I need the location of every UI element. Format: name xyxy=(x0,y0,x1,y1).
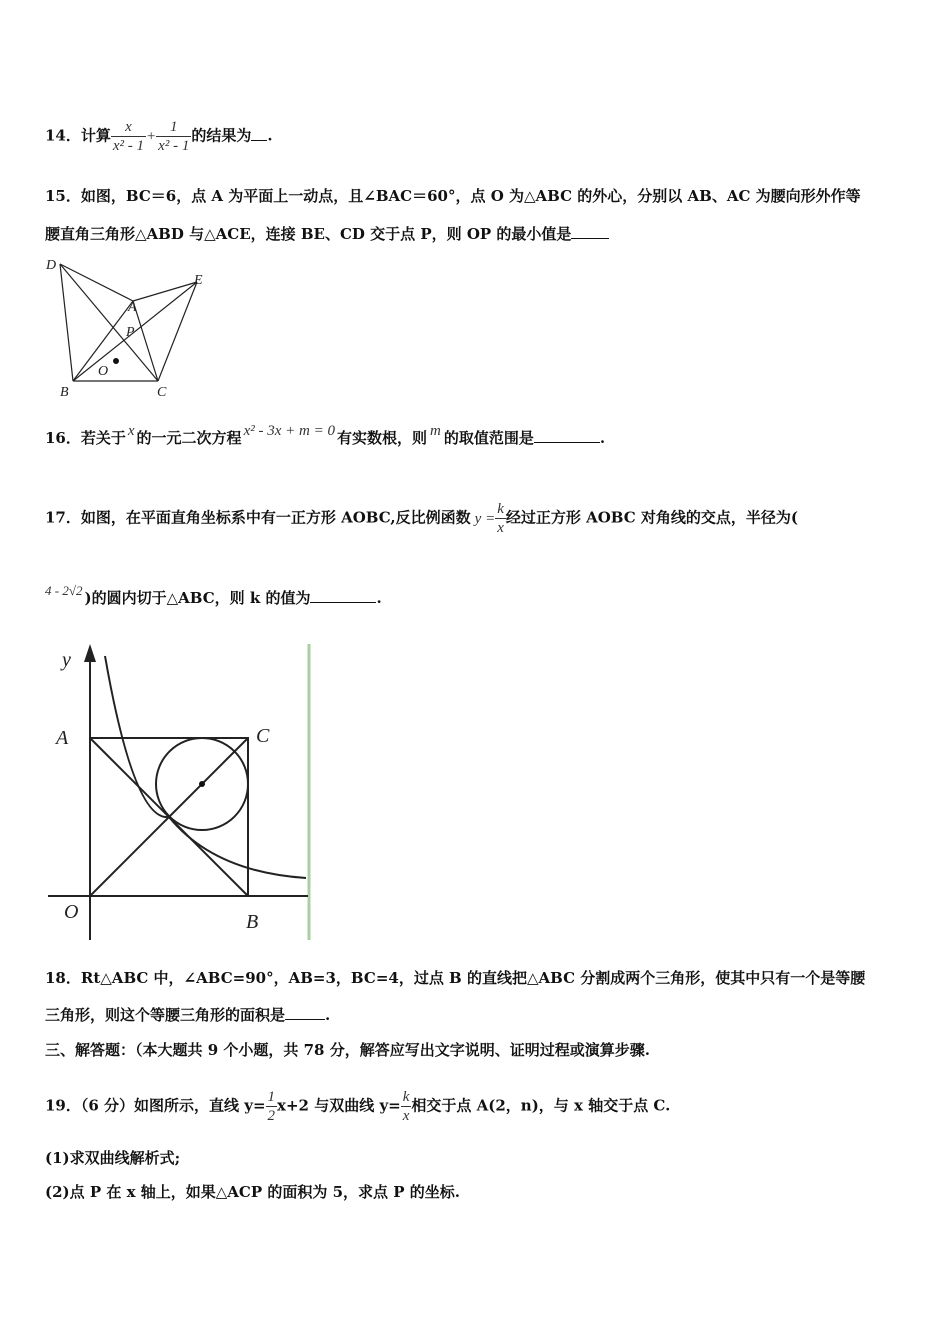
q17-text-2: 经过正方形 AOBC 对角线的交点，半径为( xyxy=(505,508,799,527)
q16-answer-blank xyxy=(534,428,600,443)
q14-answer-blank xyxy=(251,126,267,141)
question-16 xyxy=(45,423,606,449)
q14-fraction-2 xyxy=(156,118,191,155)
q17-line-2 xyxy=(45,583,382,609)
q16-text-4: 的取值范围是 xyxy=(443,429,534,447)
q17-label-B: B xyxy=(246,911,259,933)
q15-segment-AE xyxy=(133,282,197,301)
q19-line-1 xyxy=(45,1088,670,1125)
q15-segment-EB xyxy=(73,282,197,381)
q17-radius: 4 - 2√2 xyxy=(45,583,83,598)
q15-label-O: O xyxy=(98,364,109,379)
q15-segment-DA xyxy=(60,264,133,301)
q14-plus: + xyxy=(146,128,157,145)
q16-text-2: 的一元二次方程 xyxy=(136,429,242,447)
q14-end: . xyxy=(267,126,273,145)
q15-label-P: P xyxy=(126,325,135,340)
q19-text-1: 19．（6 分）如图所示，直线 y= xyxy=(45,1096,266,1115)
q14-suffix: 的结果为 xyxy=(191,126,252,145)
q14-f2-numerator: 1 xyxy=(170,119,178,135)
q15-line-2 xyxy=(45,224,609,244)
q18-line-2-text: 三角形，则这个等腰三角形的面积是 xyxy=(45,1006,286,1024)
q15-label-A: A xyxy=(128,300,137,315)
section-3-heading: 三、解答题：（本大题共 9 个小题，共 78 分，解答应写出文字说明、证明过程或演算步骤. xyxy=(45,1041,650,1059)
q17-answer-blank xyxy=(310,588,376,603)
q15-segment-DB xyxy=(60,264,73,381)
q17-func-lhs: y = xyxy=(474,510,496,527)
q15-label-D: D xyxy=(46,258,57,273)
q17-label-y: y xyxy=(62,649,71,671)
q19-line-slope xyxy=(266,1088,278,1125)
q19-slope-numerator: 1 xyxy=(267,1089,276,1105)
q15-segment-AC xyxy=(133,301,158,381)
q19-text-3: 相交于点 A(2，n)，与 x 轴交于点 C. xyxy=(411,1096,671,1115)
question-14 xyxy=(45,118,273,155)
q15-line-1: 15．如图，BC＝6，点 A 为平面上一动点，且∠BAC＝60°，点 O 为△ABC 的外心，分别以 AB、AC 为腰向形外作等 xyxy=(45,187,861,205)
q14-f1-denominator: x² - 1 xyxy=(112,138,145,154)
q17-circle-center xyxy=(199,781,205,787)
q18-line-2 xyxy=(45,1005,330,1025)
q19-hyperbola-denominator: x xyxy=(402,1108,410,1124)
q16-text-1: 16．若关于 xyxy=(45,429,126,447)
q19-slope-denominator: 2 xyxy=(267,1108,276,1124)
q15-answer-blank xyxy=(571,224,609,239)
q17-text-1: 17．如图，在平面直角坐标系中有一正方形 AOBC,反比例函数 xyxy=(45,508,471,527)
q16-equation: x² - 3x + m = 0 xyxy=(243,423,335,439)
q17-label-C: C xyxy=(256,725,270,747)
q19-text-2: x+2 与双曲线 y= xyxy=(277,1096,401,1115)
q17-line-1 xyxy=(45,500,798,537)
q17-func-numerator: k xyxy=(497,501,504,517)
q19-part-1: (1)求双曲线解析式; xyxy=(45,1149,181,1167)
q18-end: . xyxy=(325,1006,331,1024)
q15-line-2-text: 腰直角三角形△ABD 与△ACE，连接 BE、CD 交于点 P，则 OP 的最小值是 xyxy=(45,225,572,243)
q17-text-3: )的圆内切于△ABC，则 k 的值为 xyxy=(84,589,311,607)
q19-hyperbola-fraction xyxy=(401,1088,412,1125)
q17-hyperbola xyxy=(105,656,306,878)
q15-figure xyxy=(44,254,214,402)
q19-hyperbola-numerator: k xyxy=(402,1089,410,1105)
q15-label-B: B xyxy=(60,385,69,400)
q17-end: . xyxy=(376,589,382,607)
q15-label-C: C xyxy=(157,385,167,400)
q14-prefix: 计算 xyxy=(80,126,111,145)
q17-label-A: A xyxy=(56,727,69,749)
q14-fraction-1 xyxy=(111,118,146,155)
q17-y-axis-arrow xyxy=(84,644,96,662)
q16-end: . xyxy=(599,429,606,447)
q17-func-denominator: x xyxy=(497,520,504,536)
q16-var-x: x xyxy=(127,423,135,439)
q14-f2-denominator: x² - 1 xyxy=(158,138,190,154)
q17-figure xyxy=(44,642,316,944)
q15-point-O xyxy=(113,358,119,364)
q18-answer-blank xyxy=(285,1005,325,1020)
q15-label-E: E xyxy=(194,273,203,288)
q16-var-m: m xyxy=(429,423,441,439)
q16-text-3: 有实数根，则 xyxy=(336,429,427,447)
q17-label-O: O xyxy=(64,901,79,923)
q18-line-1: 18．Rt△ABC 中，∠ABC=90°，AB=3，BC=4，过点 B 的直线把△ABC 分割成两个三角形，使其中只有一个是等腰 xyxy=(45,969,866,987)
q19-part-2: (2)点 P 在 x 轴上，如果△ACP 的面积为 5，求点 P 的坐标. xyxy=(45,1183,460,1201)
q14-number: 14． xyxy=(45,126,81,145)
q17-func-fraction xyxy=(495,500,506,537)
q14-f1-numerator: x xyxy=(125,119,132,135)
q15-segment-DC xyxy=(60,264,158,381)
